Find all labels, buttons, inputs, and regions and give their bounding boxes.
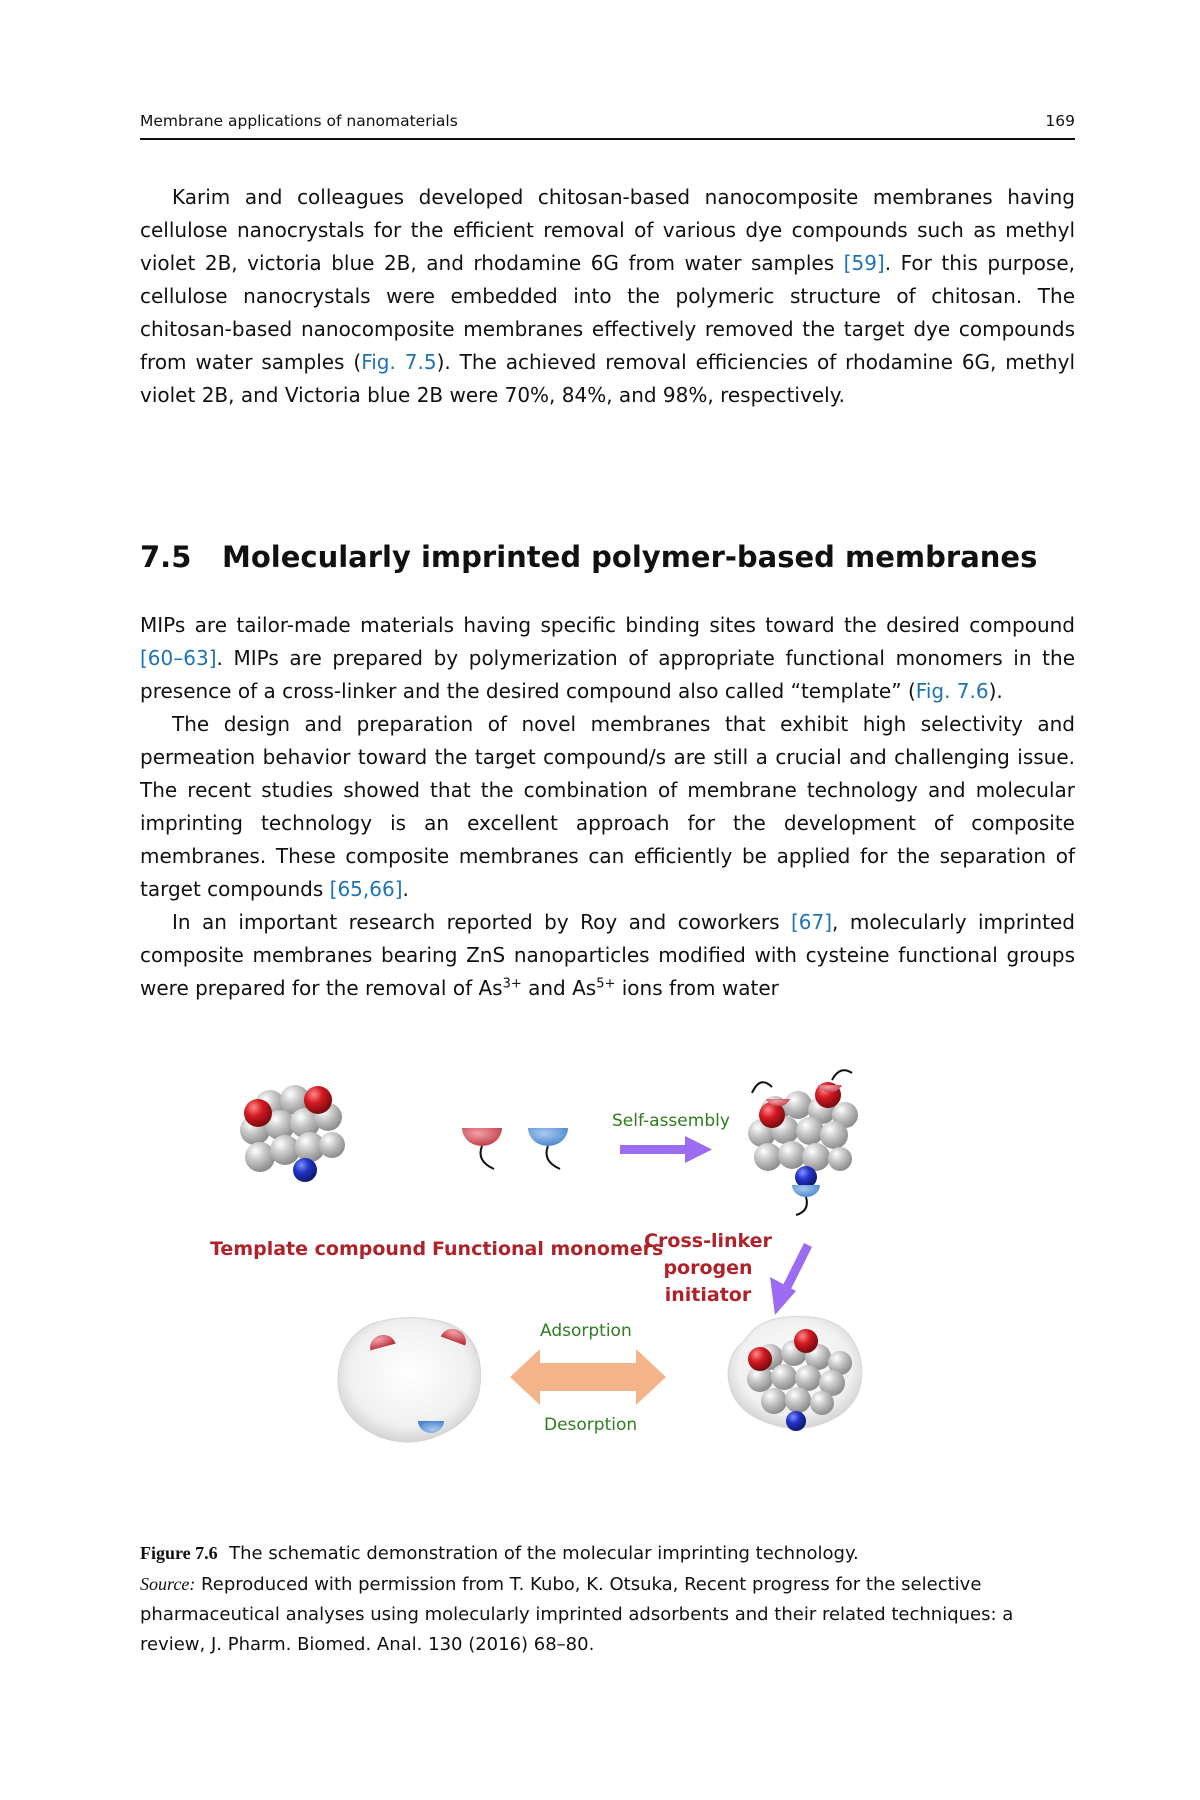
figure-caption (140, 1538, 1075, 1660)
adsorption-label: Adsorption (540, 1321, 632, 1341)
caption-label: Figure 7.6 (140, 1543, 218, 1563)
template-molecule (240, 1085, 345, 1182)
text-run: In an important research reported by Roy and coworkers (172, 910, 791, 934)
imprinted-polymer-with-template (728, 1316, 862, 1431)
paragraph-2 (140, 609, 1075, 708)
self-assembly-label: Self-assembly (612, 1111, 730, 1131)
initiator-label: initiator (664, 1284, 752, 1306)
text-run: MIPs are tailor-made materials having specific binding sites toward the desired compound (140, 613, 1075, 637)
text-run: ). (988, 679, 1003, 703)
running-head-title: Membrane applications of nanomaterials (140, 112, 458, 130)
text-run: . For this purpose, cellulose nanocrystals were embedded into the polymeric structure of chitosan. The chitosan-based nanocomposite membranes effectively removed the target dye compounds from water samples ( (140, 251, 1076, 374)
functional-monomers (462, 1128, 568, 1169)
porogen-label: porogen (663, 1257, 753, 1279)
paragraph-1 (140, 181, 1075, 412)
blue-monomer (528, 1128, 568, 1146)
template-compound-label: Template compound (210, 1238, 427, 1260)
self-assembly-arrow (620, 1136, 712, 1163)
page-number: 169 (1045, 112, 1075, 130)
paragraph-3 (140, 708, 1075, 906)
text-run: Karim and colleagues developed chitosan-based nanocomposite membranes having cellulose nanocrystals for the efficient removal of various dye compounds such as methyl violet 2B, victoria blue 2B, and rhodamine 6G from water samples (140, 185, 1075, 275)
text-run: and As (521, 976, 597, 1000)
polymerization-arrow (770, 1243, 812, 1315)
text-run: . (402, 877, 409, 901)
figure-link[interactable]: Fig. 7.6 (915, 679, 989, 703)
paragraph-chitosan (140, 181, 1075, 412)
section-number: 7.5 (140, 540, 192, 574)
text-run: , molecularly imprinted composite membranes bearing ZnS nanoparticles modified with cysteine functional groups were prepared for the removal of As (140, 910, 1075, 1000)
source-label: Source: (140, 1574, 196, 1594)
figure-link[interactable]: Fig. 7.5 (361, 350, 437, 374)
superscript: 3+ (502, 976, 522, 992)
section-body (140, 609, 1075, 1005)
source-text: Reproduced with permission from T. Kubo, K. Otsuka, Recent progress for the selective pharmaceutical analyses using molecularly imprinted adsorbents and their related techniques: a review, J. Pharm. Biomed. Anal. 130 (2016) 68–80. (140, 1574, 1014, 1655)
text-run: ions from water (615, 976, 779, 1000)
figure-7-6 (200, 1065, 1020, 1525)
caption-text: The schematic demonstration of the molecular imprinting technology. (229, 1543, 859, 1564)
imprinting-schematic (200, 1065, 1020, 1525)
cross-linker-label: Cross-linker (644, 1230, 772, 1252)
caption-source (140, 1569, 1075, 1660)
text-run: The design and preparation of novel membranes that exhibit high selectivity and permeation behavior toward the target compound/s are still a crucial and challenging issue. The recent studies showed that the combination of membrane technology and molecular imprinting technology is an excellent approach for the development of composite membranes. These composite membranes can efficiently be applied for the separation of target compounds (140, 712, 1075, 901)
paragraph-4 (140, 906, 1075, 1005)
text-run: ). The achieved removal efficiencies of rhodamine 6G, methyl violet 2B, and Victoria blue 2B were 70%, 84%, and 98%, respectively. (140, 350, 1075, 407)
running-head (140, 112, 1075, 140)
citation-link[interactable]: [67] (790, 910, 833, 934)
section-title: Molecularly imprinted polymer-based membranes (222, 540, 1038, 574)
functional-monomers-label: Functional monomers (432, 1238, 664, 1260)
citation-link[interactable]: [59] (843, 251, 885, 275)
section-heading (140, 540, 1075, 574)
citation-link[interactable]: [65,66] (329, 877, 403, 901)
caption-title (140, 1538, 1075, 1569)
citation-link[interactable]: [60–63] (140, 646, 217, 670)
adsorption-desorption-arrow (510, 1349, 666, 1405)
imprinted-polymer-empty (338, 1318, 481, 1442)
text-run: . MIPs are prepared by polymerization of appropriate functional monomers in the presence of a cross-linker and the desired compound also called “template” ( (140, 646, 1075, 703)
assembled-complex (748, 1070, 858, 1215)
desorption-label: Desorption (544, 1415, 638, 1435)
superscript: 5+ (596, 976, 616, 992)
red-monomer (462, 1128, 502, 1146)
